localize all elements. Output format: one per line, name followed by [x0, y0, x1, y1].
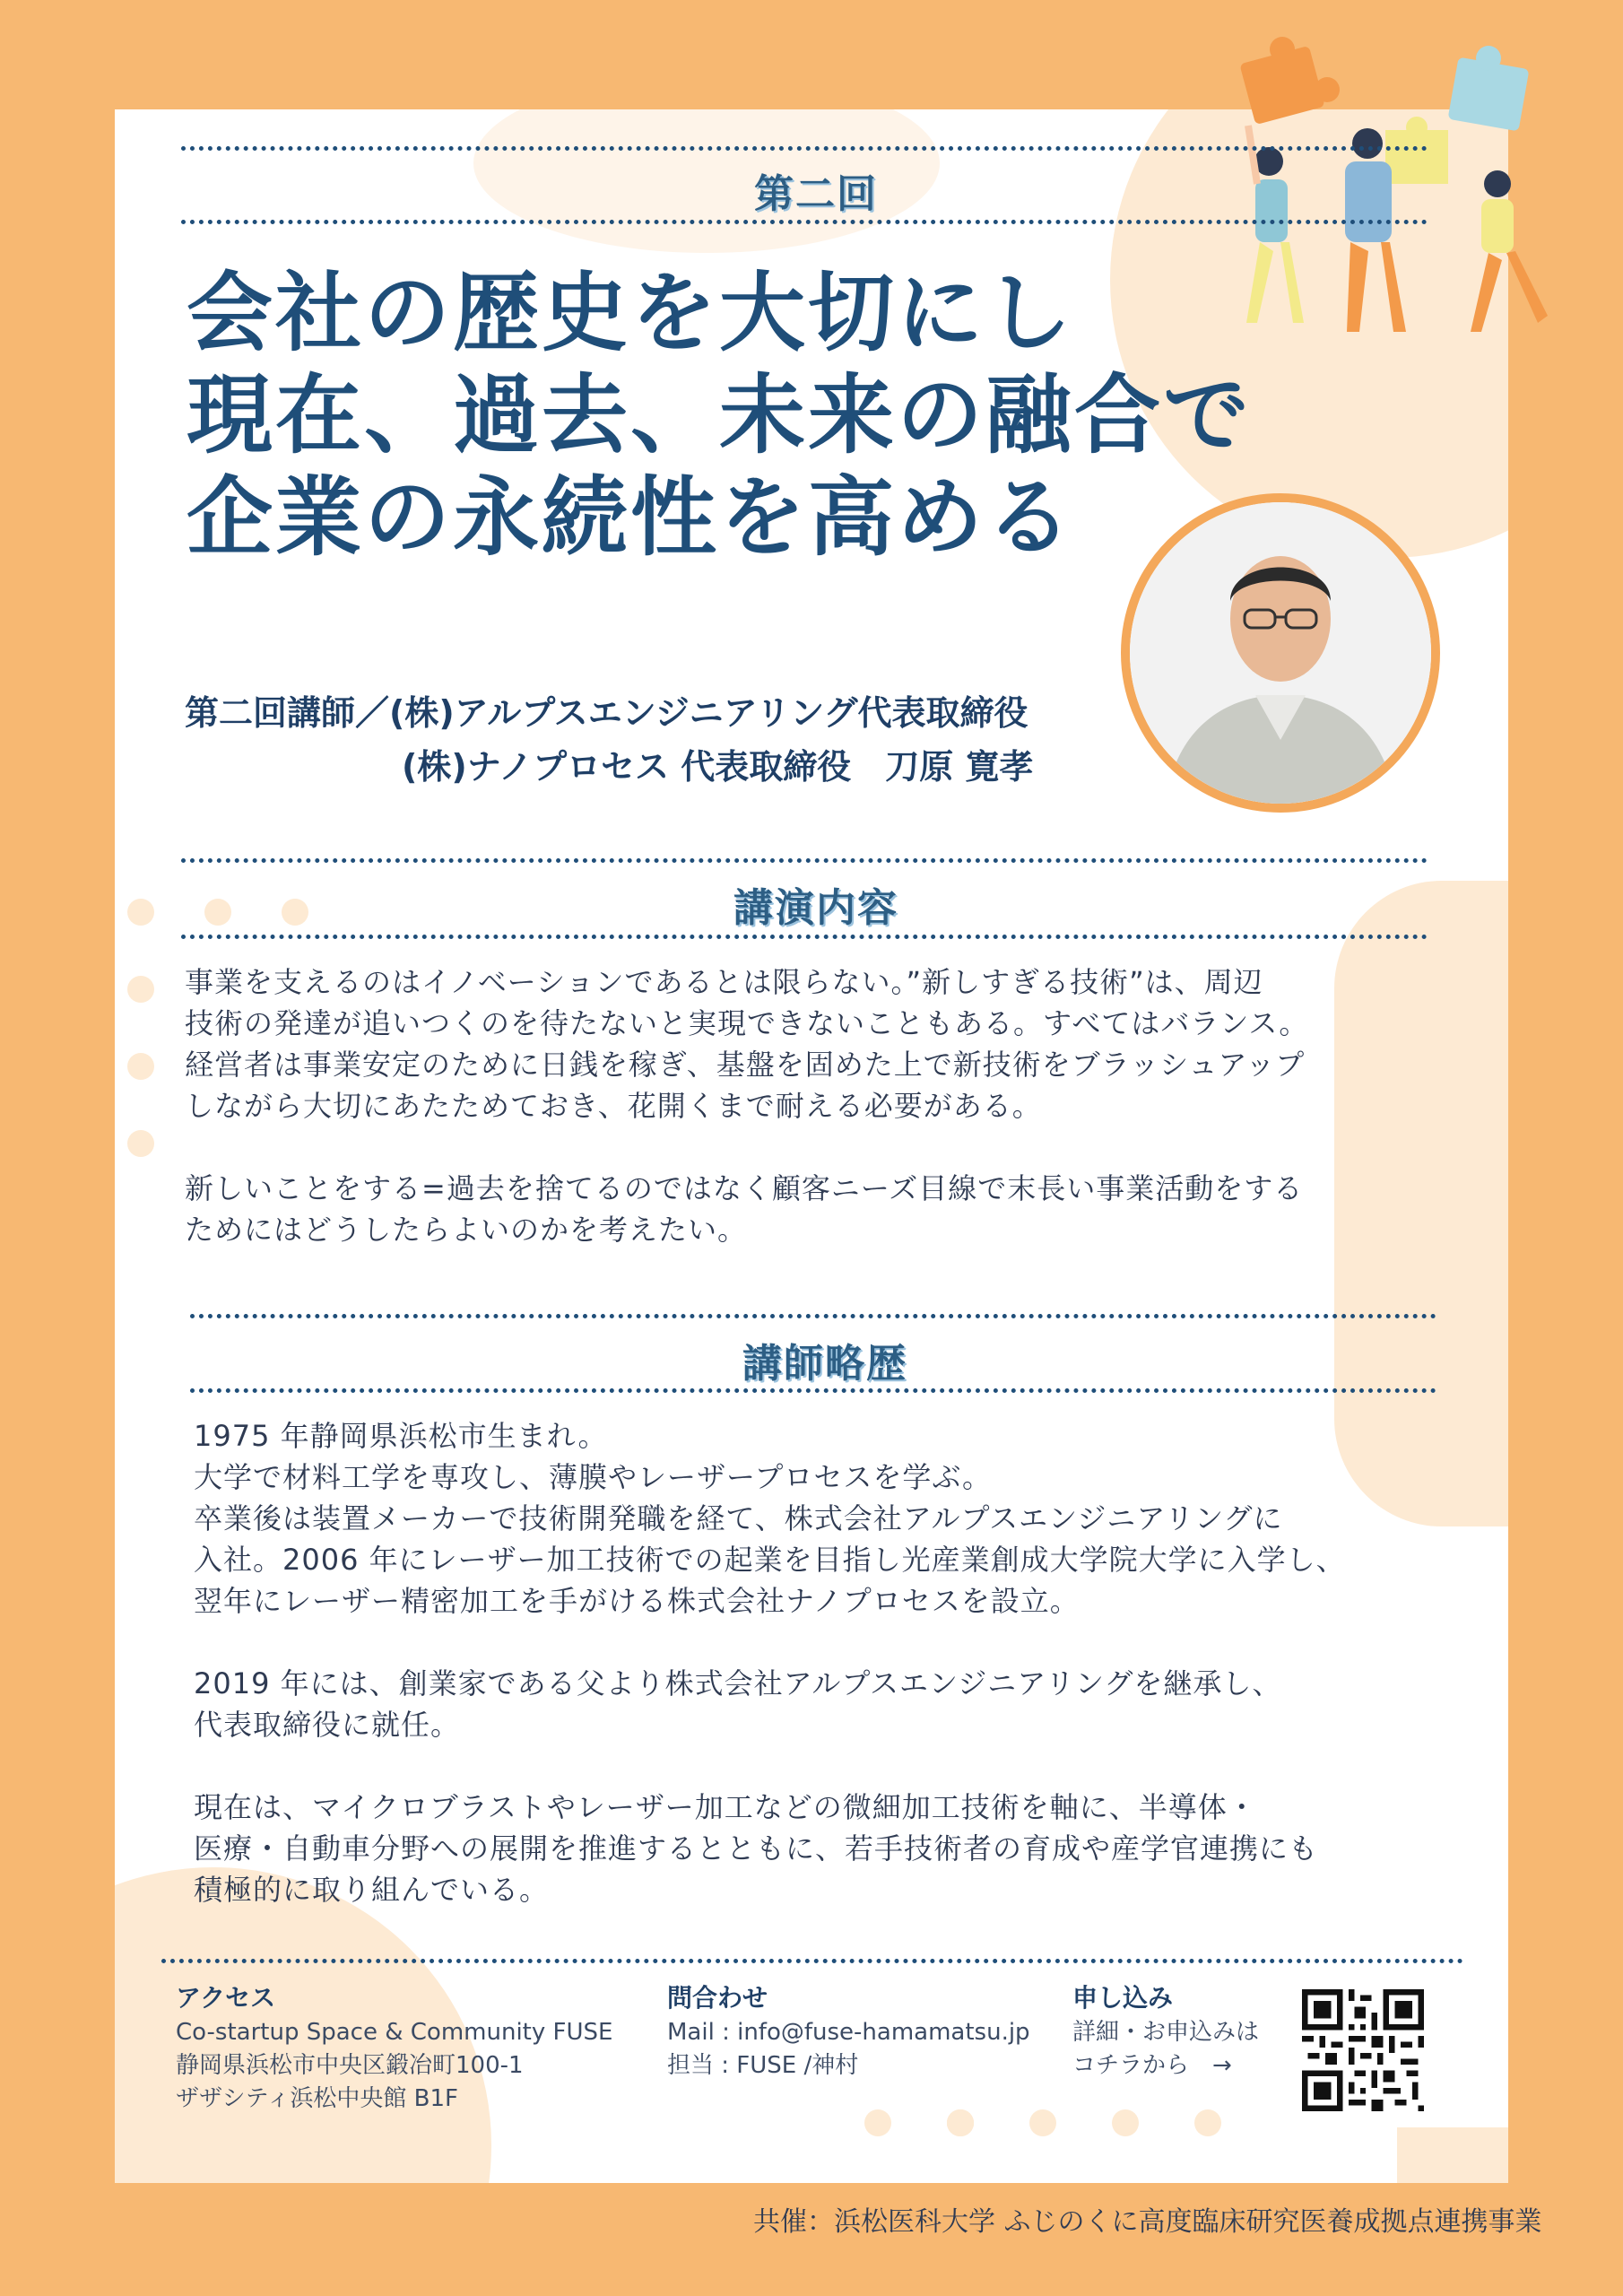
- contact-text: Mail : info@fuse-hamamatsu.jp 担当 : FUSE /神村: [667, 2019, 1030, 2079]
- decor-bottom-right-block: [1397, 2127, 1508, 2183]
- decor-dot: [947, 2109, 974, 2136]
- person-figure-icon: [1471, 170, 1548, 332]
- access-label: アクセス: [176, 1983, 276, 2013]
- contact-label: 問合わせ: [667, 1983, 768, 2013]
- decor-dot: [1029, 2109, 1056, 2136]
- decor-dot: [864, 2109, 891, 2136]
- access-text: Co-startup Space & Community FUSE 静岡県浜松市中央区鍛冶町100-1 ザザシティ浜松中央館 B1F: [176, 2019, 613, 2112]
- puzzle-piece-blue-icon: [1448, 46, 1530, 131]
- decor-dot: [127, 899, 154, 926]
- decor-dot: [1112, 2109, 1139, 2136]
- divider-rule: [181, 220, 1428, 224]
- headline-line: 企業の永続性を高める: [187, 467, 1074, 568]
- decor-dot: [127, 1130, 154, 1157]
- profile-body: 1975 年静岡県浜松市生まれ。 大学で材料工学を専攻し、薄膜やレーザープロセスを学ぶ。 卒業後は装置メーカーで技術開発職を経て、株式会社アルプスエンジニアリングに 入社。2006 年にレーザー加工技術での起業を目指し光産業創成大学院大学に入学し、 翌年にレーザー精密加工を手がける株式会社ナノプロセスを設立。 2019 年には、創業家である父より株式会社アルプスエンジニアリングを継承し、 代表取締役に就任。 現在は、マイクロブラストやレーザー加工などの微細加工技術を軸に、半導体・ 医療・自動車分野への展開を推進するとともに、若手技術者の育成や産学官連携にも 積極的に取り組んでいる。: [194, 1419, 1346, 1907]
- headline-line: 会社の歴史を大切にし: [187, 263, 1074, 363]
- sponsor-credit: 共催：浜松医科大学 ふじのくに高度臨床研究医養成拠点連携事業: [753, 2206, 1542, 2238]
- headline-line: 現在、過去、未来の融合で: [187, 365, 1252, 465]
- decor-dot: [282, 899, 308, 926]
- lecture-section-title: 講演内容: [733, 885, 898, 931]
- apply-label: 申し込み: [1072, 1983, 1174, 2013]
- lecture-body: 事業を支えるのはイノベーションであるとは限らない。”新しすぎる技術”は、周辺 技術の発達が追いつくのを待たないと実現できないこともある。すべてはバランス。 経営者は事業安定のために日銭を稼ぎ、基盤を固めた上で新技術をブラッシュアップ しながら大切にあたためておき、花開くまで耐える必要がある。 新しいことをする=過去を捨てるのではなく顧客ニーズ目線で末長い事業活動をする ためにはどうしたらよいのかを考えたい。: [185, 965, 1309, 1247]
- footer-divider: [161, 1959, 1463, 1963]
- divider-rule: [181, 146, 1428, 151]
- decor-dot: [127, 1053, 154, 1080]
- decor-dot: [204, 899, 231, 926]
- decor-dot: [1194, 2109, 1221, 2136]
- divider-rule: [190, 1388, 1436, 1393]
- divider-rule: [181, 858, 1428, 863]
- speaker-title-line2: (株)ナノプロセス 代表取締役 刀原 寛孝: [402, 747, 1034, 787]
- series-label: 第二回: [754, 171, 878, 217]
- speaker-photo: [1121, 493, 1440, 813]
- divider-rule: [190, 1314, 1436, 1318]
- puzzle-piece-orange-icon: [1239, 37, 1340, 125]
- qr-code-icon[interactable]: [1302, 1989, 1424, 2111]
- decor-dot: [127, 976, 154, 1003]
- headline: [187, 262, 1352, 569]
- speaker-portrait-icon: [1130, 502, 1431, 804]
- divider-rule: [181, 935, 1428, 939]
- speaker-title-line1: 第二回講師／(株)アルプスエンジニアリング代表取締役: [185, 693, 1028, 733]
- apply-link[interactable]: 詳細・お申込みは コチラから →: [1072, 2019, 1260, 2079]
- profile-section-title: 講師略歴: [742, 1341, 907, 1387]
